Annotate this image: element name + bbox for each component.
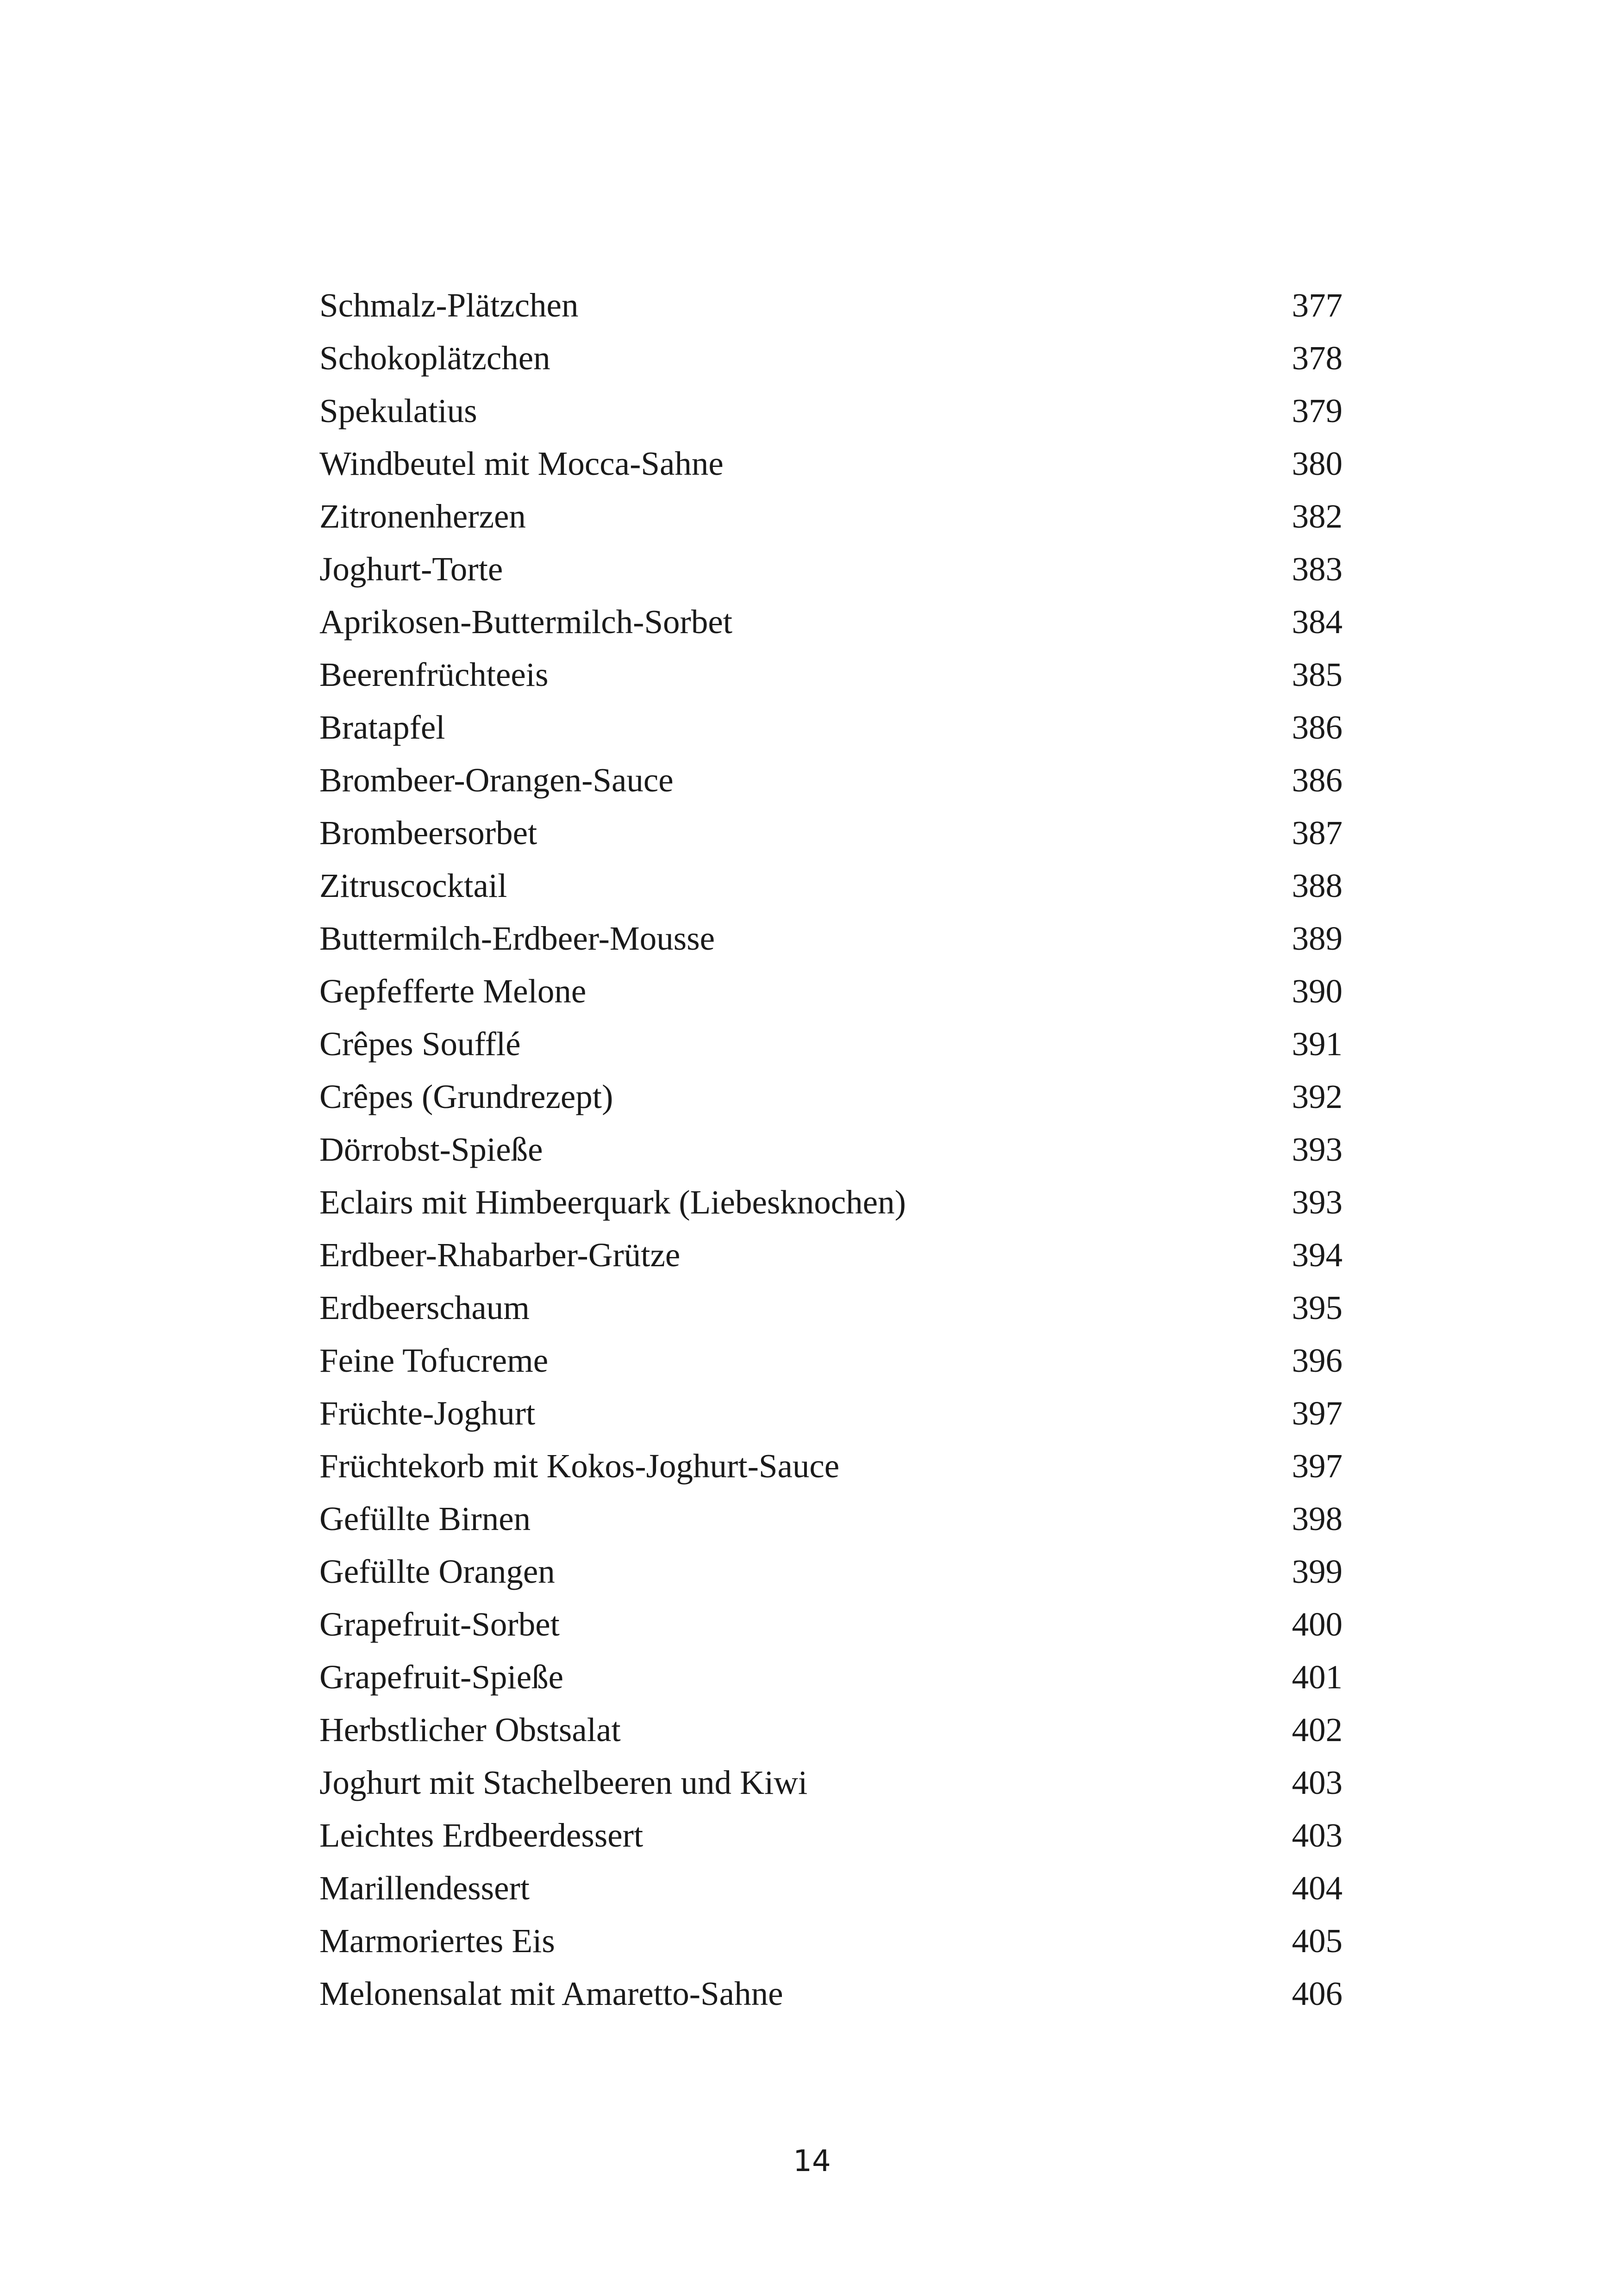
toc-entry-page: 406 xyxy=(1292,1975,1343,2012)
toc-entry-title: Crêpes Soufflé xyxy=(319,1025,521,1063)
toc-entry xyxy=(319,1394,1343,1447)
toc-entry-page: 390 xyxy=(1292,972,1343,1010)
toc-entry-page: 382 xyxy=(1292,498,1343,535)
toc-entry xyxy=(319,708,1343,761)
toc-entry-title: Erdbeer-Rhabarber-Grütze xyxy=(319,1236,681,1274)
toc-entry-page: 396 xyxy=(1292,1342,1343,1379)
toc-entry-page: 385 xyxy=(1292,656,1343,693)
toc-entry-page: 405 xyxy=(1292,1922,1343,1960)
toc-entry xyxy=(319,761,1343,814)
toc-entry-title: Gefüllte Birnen xyxy=(319,1500,531,1537)
toc-entry xyxy=(319,866,1343,919)
toc-entry-title: Joghurt mit Stachelbeeren und Kiwi xyxy=(319,1764,808,1801)
toc-entry xyxy=(319,814,1343,866)
toc-entry-title: Melonensalat mit Amaretto-Sahne xyxy=(319,1975,783,2012)
toc-entry-page: 378 xyxy=(1292,339,1343,377)
toc-entry xyxy=(319,392,1343,444)
toc-entry-page: 384 xyxy=(1292,603,1343,641)
toc-entry-title: Brombeer-Orangen-Sauce xyxy=(319,761,674,799)
toc-entry-page: 389 xyxy=(1292,920,1343,957)
toc-entry-title: Zitronenherzen xyxy=(319,498,526,535)
toc-entry xyxy=(319,1025,1343,1077)
toc-entry-page: 401 xyxy=(1292,1658,1343,1696)
toc-entry-page: 386 xyxy=(1292,761,1343,799)
toc-entry xyxy=(319,1974,1343,2027)
toc-entry xyxy=(319,1552,1343,1605)
toc-entry-page: 395 xyxy=(1292,1289,1343,1326)
toc-entry-title: Leichtes Erdbeerdessert xyxy=(319,1817,643,1854)
toc-entry xyxy=(319,444,1343,497)
toc-entry-page: 402 xyxy=(1292,1711,1343,1748)
toc-entry-page: 404 xyxy=(1292,1869,1343,1907)
toc-entry-title: Dörrobst-Spieße xyxy=(319,1131,543,1168)
toc-entry-title: Crêpes (Grundrezept) xyxy=(319,1078,613,1115)
toc-entry xyxy=(319,1341,1343,1394)
toc-entry-title: Erdbeerschaum xyxy=(319,1289,530,1326)
toc-entry-title: Grapefruit-Spieße xyxy=(319,1658,564,1696)
toc-entry-title: Beerenfrüchteeis xyxy=(319,656,549,693)
toc-entry-title: Zitruscocktail xyxy=(319,867,507,904)
toc-entry xyxy=(319,1500,1343,1552)
toc-entry-title: Gefüllte Orangen xyxy=(319,1553,555,1590)
toc-entry-title: Schmalz-Plätzchen xyxy=(319,286,579,324)
toc-entry-title: Früchtekorb mit Kokos-Joghurt-Sauce xyxy=(319,1447,840,1485)
toc-entry-title: Marmoriertes Eis xyxy=(319,1922,555,1960)
toc-entry-page: 379 xyxy=(1292,392,1343,429)
toc-entry-title: Schokoplätzchen xyxy=(319,339,550,377)
page-number: 14 xyxy=(793,2144,831,2178)
toc-entry-page: 403 xyxy=(1292,1764,1343,1801)
toc-entry-title: Windbeutel mit Mocca-Sahne xyxy=(319,445,724,482)
toc-entry-title: Feine Tofucreme xyxy=(319,1342,549,1379)
toc-entry-page: 397 xyxy=(1292,1394,1343,1432)
toc-entry-page: 383 xyxy=(1292,550,1343,588)
toc-entry xyxy=(319,1447,1343,1500)
toc-entry xyxy=(319,1763,1343,1816)
toc-entry xyxy=(319,497,1343,550)
toc-entry xyxy=(319,1183,1343,1236)
toc-entry xyxy=(319,1658,1343,1711)
toc-entry-page: 397 xyxy=(1292,1447,1343,1485)
toc-entry-page: 403 xyxy=(1292,1817,1343,1854)
toc-entry-page: 392 xyxy=(1292,1078,1343,1115)
toc-entry-title: Grapefruit-Sorbet xyxy=(319,1605,560,1643)
toc-entry-page: 400 xyxy=(1292,1605,1343,1643)
toc-entry-page: 386 xyxy=(1292,709,1343,746)
toc-entry xyxy=(319,919,1343,972)
toc-entry-page: 398 xyxy=(1292,1500,1343,1537)
toc-entry-page: 393 xyxy=(1292,1183,1343,1221)
toc-entry xyxy=(319,1711,1343,1763)
toc-entry xyxy=(319,1605,1343,1658)
toc-entry-title: Brombeersorbet xyxy=(319,814,537,852)
table-of-contents xyxy=(319,286,1343,2027)
toc-entry-page: 387 xyxy=(1292,814,1343,852)
toc-entry-page: 391 xyxy=(1292,1025,1343,1063)
toc-entry-title: Aprikosen-Buttermilch-Sorbet xyxy=(319,603,733,641)
toc-entry-title: Marillendessert xyxy=(319,1869,530,1907)
toc-entry xyxy=(319,339,1343,392)
toc-entry xyxy=(319,972,1343,1025)
toc-entry xyxy=(319,1236,1343,1288)
toc-entry-title: Buttermilch-Erdbeer-Mousse xyxy=(319,920,715,957)
toc-entry-title: Früchte-Joghurt xyxy=(319,1394,536,1432)
toc-entry-page: 380 xyxy=(1292,445,1343,482)
toc-entry xyxy=(319,550,1343,603)
toc-entry xyxy=(319,286,1343,339)
toc-entry xyxy=(319,655,1343,708)
toc-entry xyxy=(319,1922,1343,1974)
toc-entry-page: 377 xyxy=(1292,286,1343,324)
toc-entry xyxy=(319,1816,1343,1869)
toc-entry-page: 394 xyxy=(1292,1236,1343,1274)
toc-entry xyxy=(319,1869,1343,1922)
toc-entry xyxy=(319,1288,1343,1341)
toc-entry-title: Bratapfel xyxy=(319,709,445,746)
toc-entry-title: Joghurt-Torte xyxy=(319,550,503,588)
toc-entry-title: Eclairs mit Himbeerquark (Liebesknochen) xyxy=(319,1183,906,1221)
toc-entry-page: 399 xyxy=(1292,1553,1343,1590)
toc-entry xyxy=(319,603,1343,655)
toc-entry-title: Spekulatius xyxy=(319,392,477,429)
toc-entry-title: Gepfefferte Melone xyxy=(319,972,587,1010)
toc-entry xyxy=(319,1077,1343,1130)
toc-entry-page: 388 xyxy=(1292,867,1343,904)
toc-entry xyxy=(319,1130,1343,1183)
toc-entry-title: Herbstlicher Obstsalat xyxy=(319,1711,621,1748)
toc-entry-page: 393 xyxy=(1292,1131,1343,1168)
